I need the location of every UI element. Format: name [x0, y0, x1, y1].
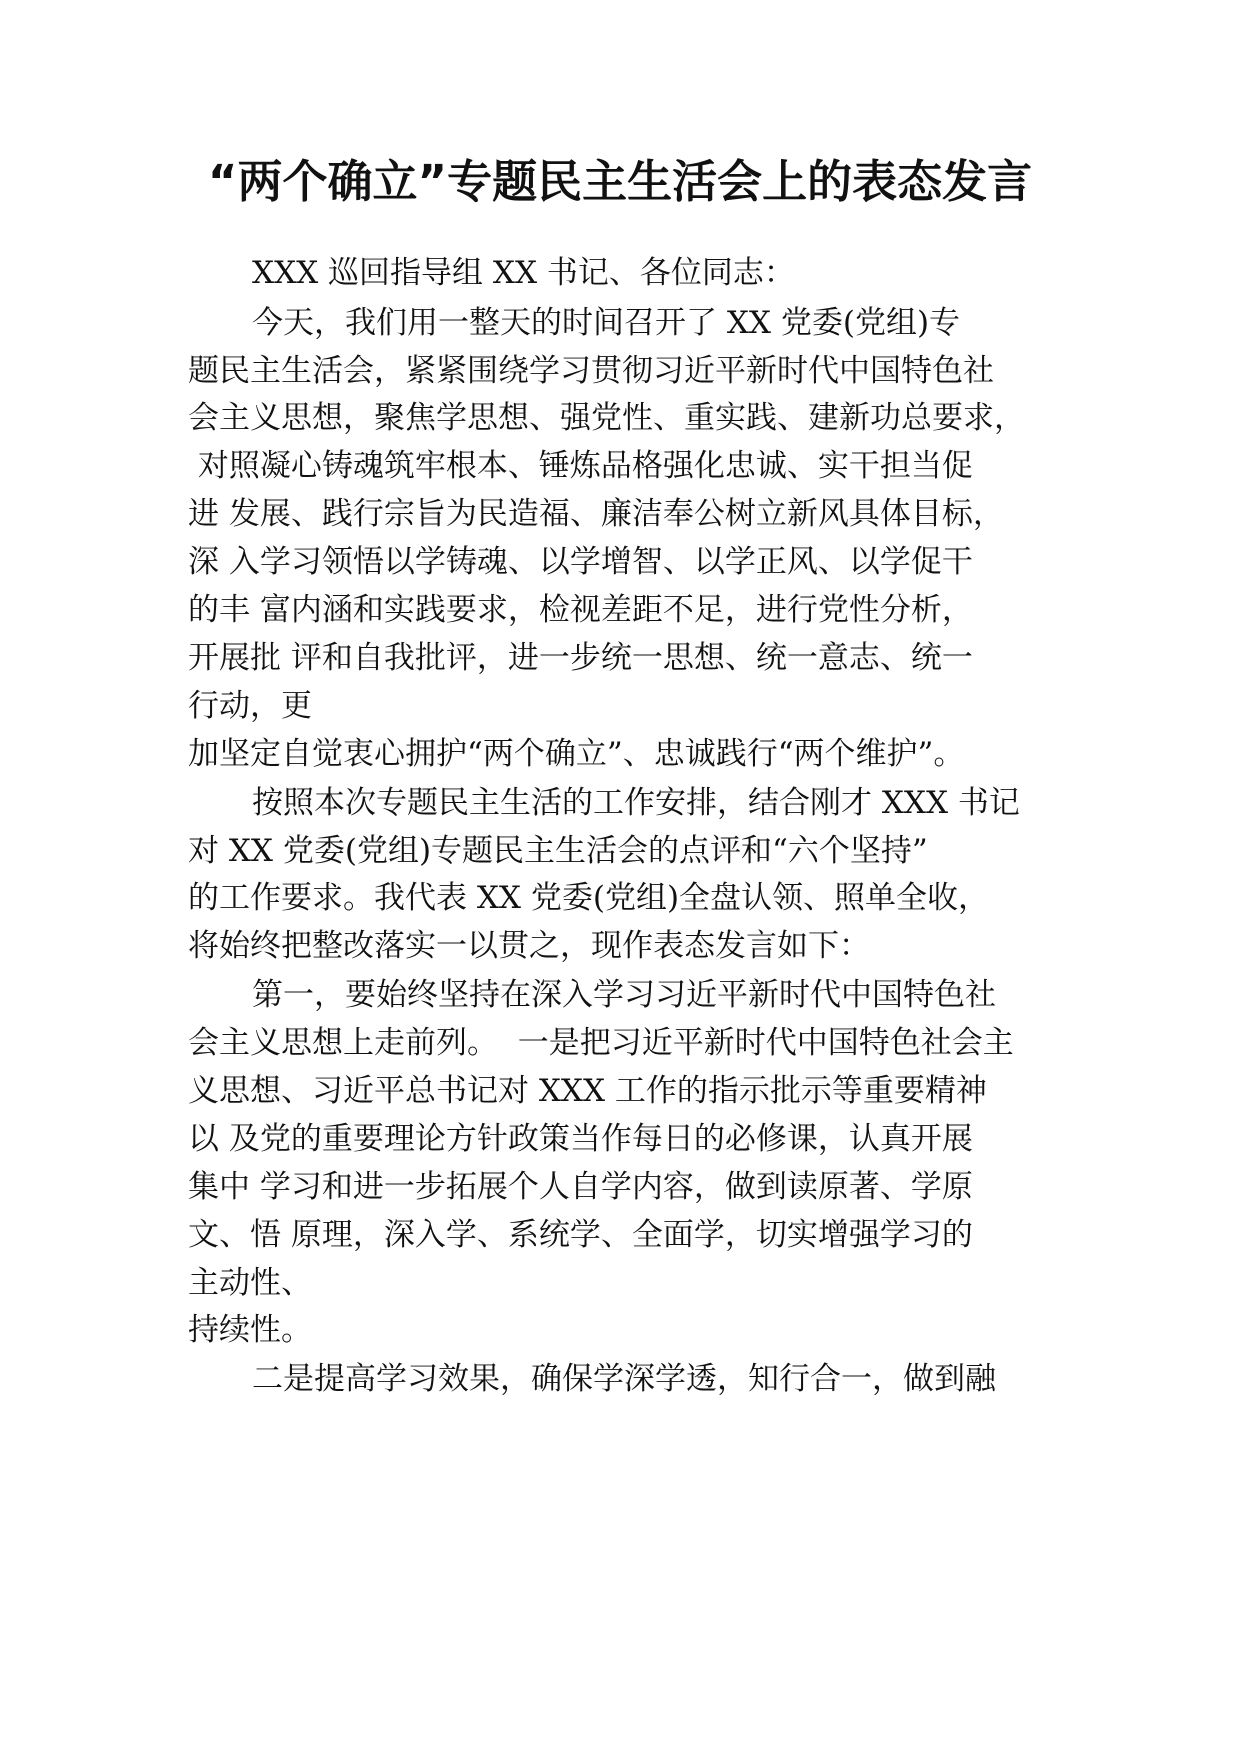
paragraph-2-line-1: 按照本次专题民主生活的工作安排，结合刚才 XXX 书记: [252, 785, 1020, 821]
paragraph-2-line-3: 的工作要求。我代表 XX 党委(党组)全盘认领、照单全收，: [188, 880, 990, 916]
paragraph-3-line-8: 持续性。: [188, 1312, 312, 1348]
paragraph-1-line-5: 进 发展、践行宗旨为民造福、廉洁奉公树立新风具体目标，: [188, 496, 1004, 532]
paragraph-4-line-1: 二是提高学习效果，确保学深学透，知行合一，做到融: [252, 1361, 996, 1397]
paragraph-1-line-6: 深 入学习领悟以学铸魂、以学增智、以学正风、以学促干: [188, 544, 973, 580]
paragraph-3-line-2: 会主义思想上走前列。 一是把习近平新时代中国特色社会主: [188, 1025, 1014, 1061]
paragraph-2-line-2: 对 XX 党委(党组)专题民主生活会的点评和“六个坚持”: [188, 833, 928, 869]
paragraph-3-line-1: 第一，要始终坚持在深入学习习近平新时代中国特色社: [252, 977, 996, 1013]
paragraph-1-line-7: 的丰 富内涵和实践要求，检视差距不足，进行党性分析，: [188, 592, 973, 628]
paragraph-1-line-4: 对照凝心铸魂筑牢根本、锤炼品格强化忠诚、实干担当促: [188, 448, 973, 484]
paragraph-3-line-7: 主动性、: [188, 1265, 312, 1301]
paragraph-1-line-1: 今天，我们用一整天的时间召开了 XX 党委(党组)专: [252, 305, 961, 341]
paragraph-3-line-3: 义思想、习近平总书记对 XXX 工作的指示批示等重要精神: [188, 1073, 987, 1109]
paragraph-1-line-9: 行动，更: [188, 688, 312, 724]
paragraph-3-line-5: 集中 学习和进一步拓展个人自学内容，做到读原著、学原: [188, 1169, 973, 1205]
paragraph-3-line-4: 以 及党的重要理论方针政策当作每日的必修课，认真开展: [188, 1121, 973, 1157]
paragraph-3-line-6: 文、悟 原理，深入学、系统学、全面学，切实增强学习的: [188, 1217, 973, 1253]
salutation-line: XXX 巡回指导组 XX 书记、各位同志：: [252, 255, 795, 291]
paragraph-2-line-4: 将始终把整改落实一以贯之，现作表态发言如下：: [188, 928, 870, 964]
paragraph-1-line-8: 开展批 评和自我批评，进一步统一思想、统一意志、统一: [188, 640, 973, 676]
paragraph-1-line-3: 会主义思想，聚焦学思想、强党性、重实践、建新功总要求，: [188, 400, 1025, 436]
paragraph-1-line-2: 题民主生活会，紧紧围绕学习贯彻习近平新时代中国特色社: [188, 353, 994, 389]
paragraph-1-line-10: 加坚定自觉衷心拥护“两个确立”、忠诚践行“两个维护”。: [188, 736, 965, 772]
document-title: “两个确立”专题民主生活会上的表态发言: [207, 155, 1033, 208]
